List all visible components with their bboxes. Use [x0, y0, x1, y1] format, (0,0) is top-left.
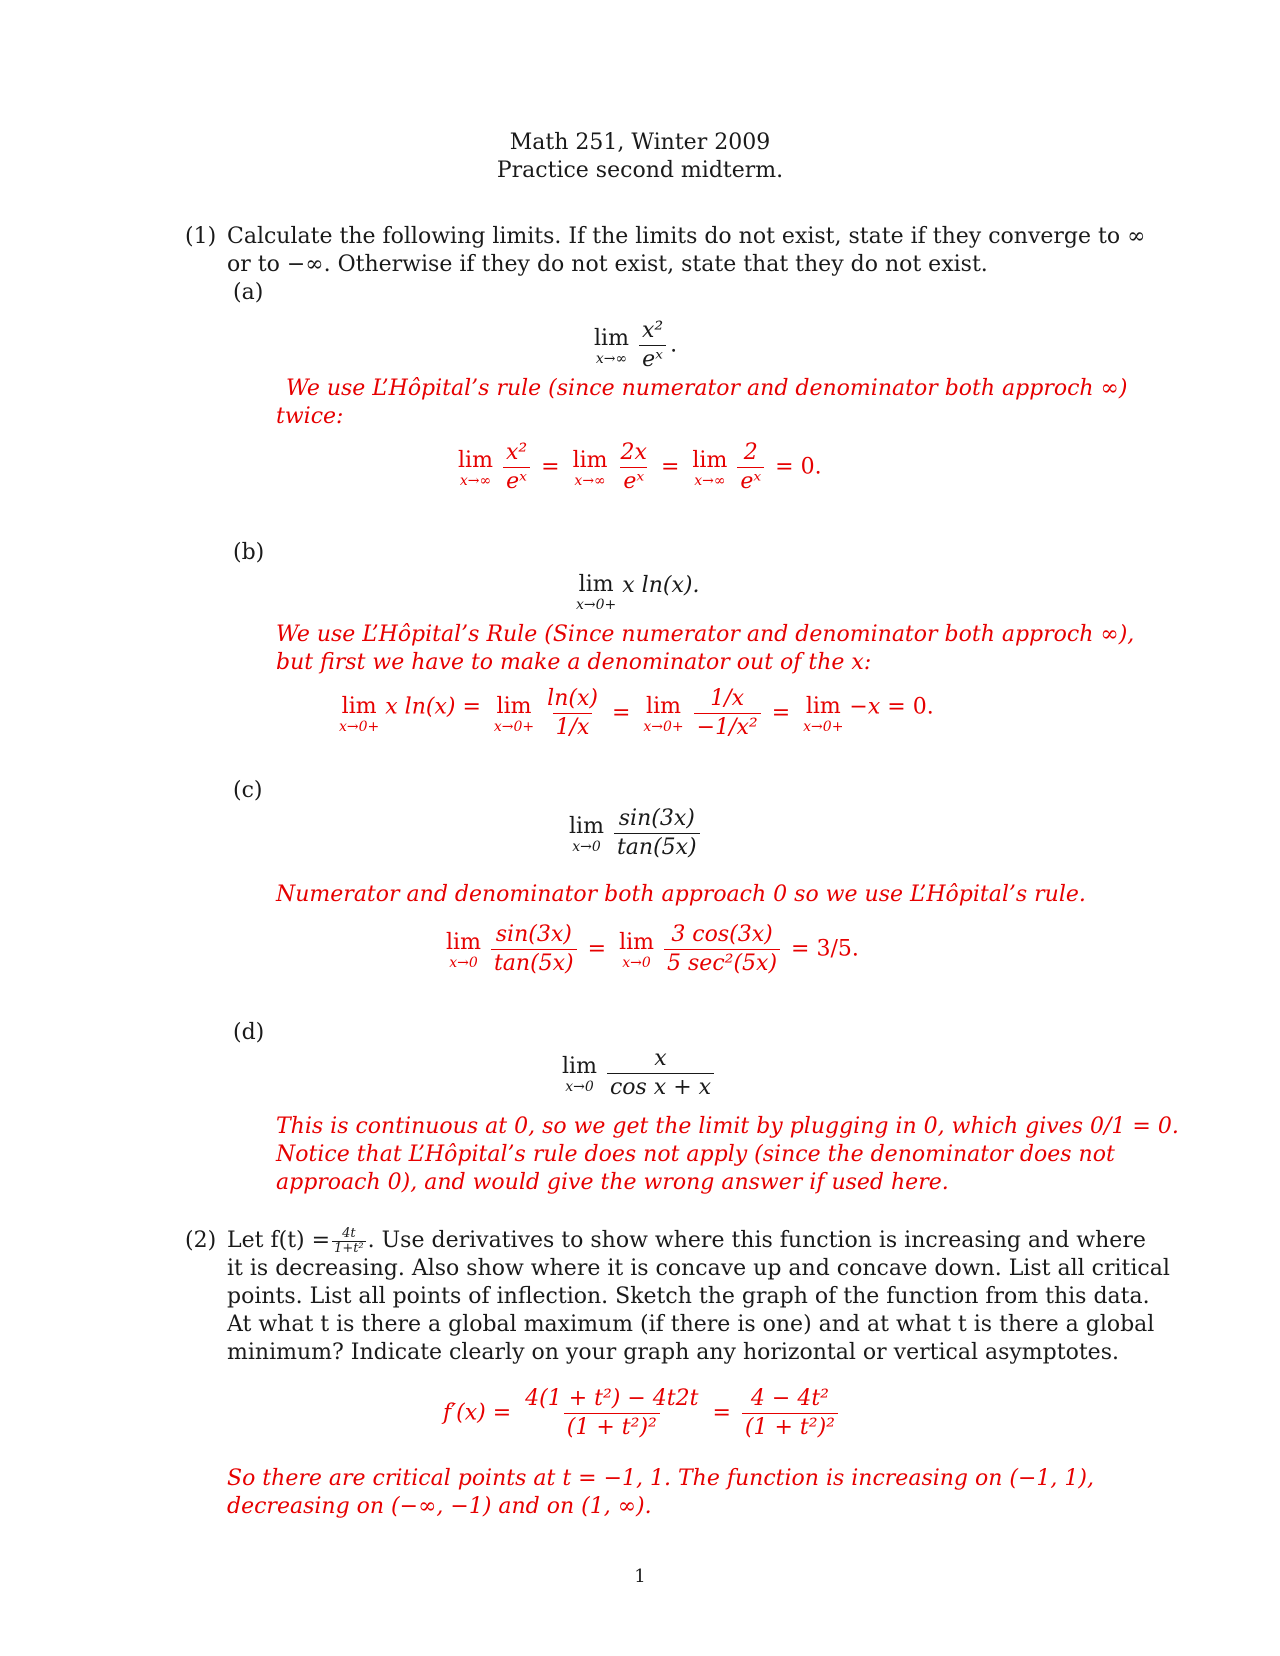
page-number: 1 [634, 1566, 646, 1587]
part-d-solution-line-3: approach 0), and would give the wrong answer if used here. [276, 1170, 949, 1195]
problem-2-line-3: points. List all points of inflection. Sketch the graph of the function from this data. [227, 1284, 1150, 1309]
part-a-solution-chain: lim x→∞ $\frac{\text{x²}}{\text{eˣ}}$ = lim x→∞ $\frac{2x}{\text{eˣ}}$ = lim x→∞ $\frac{2}{\text{eˣ}}$ = 0. [458, 440, 822, 494]
part-d-label: (d) [233, 1020, 265, 1045]
limit-operator: lim x→∞ [594, 325, 629, 367]
part-c-limit: lim x→0 $\frac{\sin(3x)}{\tan(5x)}$ [563, 806, 704, 861]
part-b-label: (b) [233, 540, 265, 565]
part-b-solution-line-1: We use L’Hôpital’s Rule (Since numerator and denominator both approch ∞), [276, 622, 1135, 647]
part-c-solution-chain: lim x→0 $\frac{\sin(3x)}{\tan(5x)}$ = lim x→0 $\frac{3 \cos(3x)}{\text{5 sec²(5x)}}$ = 3/5. [446, 922, 859, 976]
problem-2-line-1: Let f(t) = $\frac{4t}{\text{1+t²}}$ . Use derivatives to show where this function is increasing and where [227, 1225, 1146, 1256]
problem-2-solution-line-1: So there are critical points at t = −1, 1. The function is increasing on (−1, 1), [227, 1466, 1094, 1491]
part-b-limit: lim x→0+ x ln(x). [576, 572, 700, 613]
part-a-solution-line-2: twice: [276, 404, 344, 429]
problem-2-line-2: it is decreasing. Also show where it is concave up and concave down. List all critical [227, 1256, 1170, 1281]
problem-2-derivative: f′(x) = $\frac{\text{4(1 + t²) − 4t2t}}{\text{(1 + t²)²}}$ = $\frac{\text{4 − 4t²}}{\text{(1 + t²)²}}$ [443, 1386, 842, 1441]
part-b-solution-chain: lim x→0+ x ln(x) = lim x→0+ $\frac{\ln(x)}{1/x}$ = lim x→0+ $\frac{1/x}{\text{−1/x²}}$ = lim x→0+ −x = 0. [339, 686, 934, 740]
problem-1-prompt-line-2: or to −∞. Otherwise if they do not exist, state that they do not exist. [227, 252, 988, 277]
part-d-limit: lim x→0 $\frac{x}{\text{cos x + x}}$ [556, 1046, 718, 1101]
part-c-label: (c) [233, 778, 263, 803]
problem-2-line-5: minimum? Indicate clearly on your graph any horizontal or vertical asymptotes. [227, 1340, 1119, 1365]
part-a-label: (a) [233, 280, 264, 305]
part-a-solution-line-1: We use L’Hôpital’s rule (since numerator and denominator both approch ∞) [286, 376, 1128, 401]
problem-2-label: (2) [185, 1228, 217, 1253]
problem-2-solution-line-2: decreasing on (−∞, −1) and on (1, ∞). [227, 1494, 652, 1519]
part-d-solution-line-1: This is continuous at 0, so we get the limit by plugging in 0, which gives 0/1 = 0. [276, 1114, 1179, 1139]
document-title: Practice second midterm. [496, 158, 784, 183]
fraction: $\frac{\text{x²}}{\text{eˣ}}$ [639, 318, 666, 373]
part-d-solution-line-2: Notice that L’Hôpital’s rule does not apply (since the denominator does not [276, 1142, 1115, 1167]
course-title: Math 251, Winter 2009 [509, 130, 771, 155]
problem-2-line-4: At what t is there a global maximum (if there is one) and at what t is there a global [227, 1312, 1155, 1337]
part-b-solution-line-2: but first we have to make a denominator out of the x: [276, 650, 872, 675]
part-c-solution-line: Numerator and denominator both approach 0 so we use L’Hôpital’s rule. [276, 882, 1086, 907]
part-a-limit: lim x→∞ $\frac{\text{x²}}{\text{eˣ}}$ . [594, 318, 678, 372]
problem-1-label: (1) [185, 224, 217, 249]
problem-1-prompt-line-1: Calculate the following limits. If the limits do not exist, state if they converge to ∞ [227, 224, 1146, 249]
